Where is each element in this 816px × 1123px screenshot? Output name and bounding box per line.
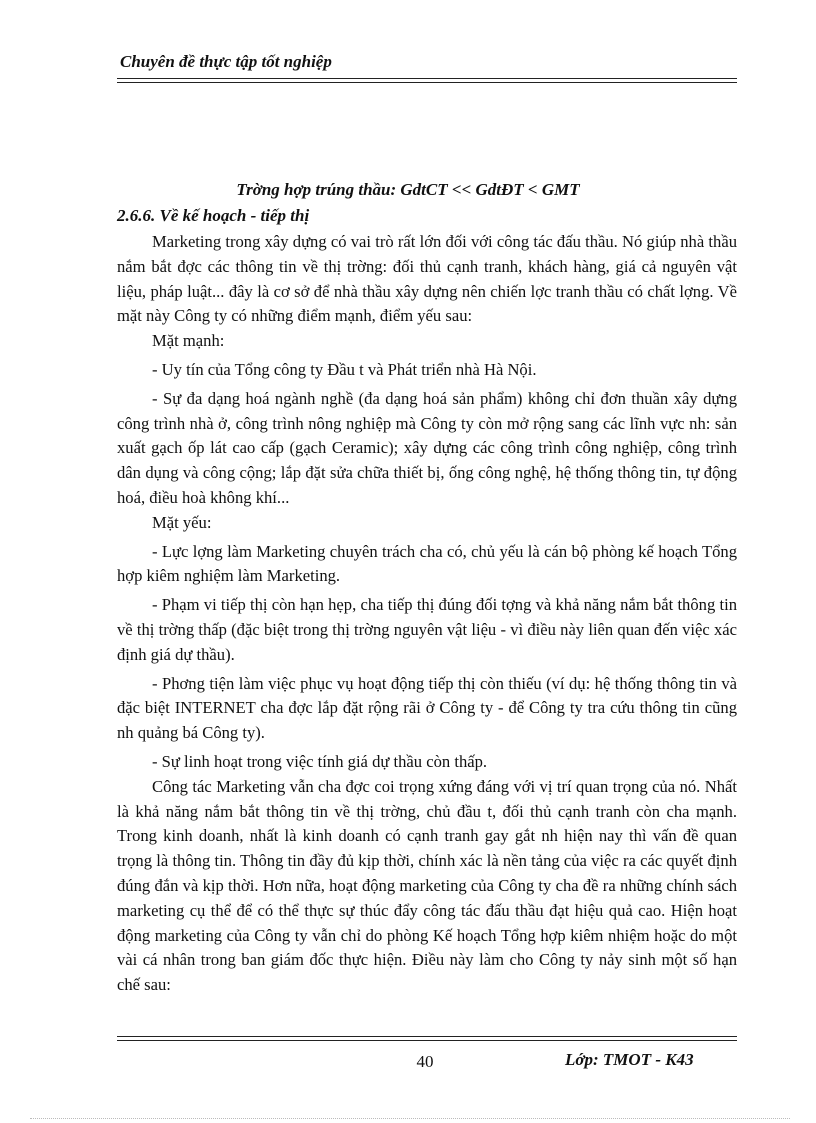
winning-bid-case-line: Trờng hợp trúng thầu: GdtCT << GdtĐT < GMT [236,180,580,199]
footer-rule-bottom [117,1040,737,1041]
header-rule-bottom [117,82,737,83]
weakness-item: - Phơng tiện làm việc phục vụ hoạt động tiếp thị còn thiếu (ví dụ: hệ thống thông tin và đặc biệt INTERNET cha đợc lắp đặt rộng rãi ở Công ty - để Công ty tra cứu thông tin cũng nh quảng bá Công ty). [117,673,737,743]
bottom-dotted-border [30,1118,790,1119]
paragraph-conclusion: Công tác Marketing vẫn cha đợc coi trọng xứng đáng với vị trí quan trọng của nó. Nhất là khả năng nắm bắt thông tin về thị trờng, chủ đầu t, đối thủ cạnh tranh còn cha mạnh. Trong kinh doanh, nhất là kinh doanh có cạnh tranh gay gắt nh hiện nay thì vấn đề quan trọng là thông tin. Thông tin đầy đủ kịp thời, chính xác là nền tảng của việc ra các quyết định đúng đắn và kịp thời. Hơn nữa, hoạt động marketing của Công ty cha đề ra những chính sách marketing cụ thể để có thể thực sự thúc đẩy công tác đấu thầu đạt hiệu quả cao. Hiện hoạt động marketing của Công ty vẫn chỉ do phòng Kế hoạch Tổng hợp kiêm nhiệm hoặc do một vài cá nhân trong ban giám đốc thực hiện. Điều này làm cho Công ty nảy sinh một số hạn chế sau: [117,776,737,995]
weakness-item: - Lực lợng làm Marketing chuyên trách cha có, chủ yếu là cán bộ phòng kế hoạch Tổng hợp kiêm nghiệm làm Marketing. [117,541,737,586]
body-text [117,230,737,998]
footer-class-label: Lớp: TMOT - K43 [565,1050,694,1069]
paragraph-strengths-label: Mặt mạnh: [152,331,225,351]
running-header-title: Chuyên đề thực tập tốt nghiệp [120,52,332,71]
strength-item: - Sự đa dạng hoá ngành nghề (đa dạng hoá sản phẩm) không chỉ đơn thuần xây dựng công trình nhà ở, công trình nông nghiệp mà Công ty còn mở rộng sang các lĩnh vực nh: sản xuất gạch ốp lát cao cấp (gạch Ceramic); xây dựng các công trình công nghiệp, công trình dân dụng và công cộng; lắp đặt sửa chữa thiết bị, ống công nghệ, hệ thống thông tin, tự động hoá, điều hoà không khí... [117,388,737,507]
weakness-item: - Phạm vi tiếp thị còn hạn hẹp, cha tiếp thị đúng đối tợng và khả năng nắm bắt thông tin về thị trờng thấp (đặc biệt trong thị trờng nguyên vật liệu - vì điều này liên quan đến việc xác định giá dự thầu). [117,595,737,664]
header-rule-top [117,78,737,79]
page-number: 40 [416,1052,434,1071]
paragraph-weaknesses-label: Mặt yếu: [152,512,212,532]
weakness-item: - Sự linh hoạt trong việc tính giá dự thầu còn thấp. [152,751,488,771]
strength-item: - Uy tín của Tổng công ty Đầu t và Phát triển nhà Hà Nội. [152,359,537,379]
footer-rule-top [117,1036,737,1037]
paragraph-intro: Marketing trong xây dựng có vai trò rất lớn đối với công tác đấu thầu. Nó giúp nhà thầu nắm bắt đợc các thông tin về thị trờng: đối thủ cạnh tranh, khách hàng, giá cả nguyên vật liệu, pháp luật... đây là cơ sở để nhà thầu xây dựng nên chiến lợc tranh thầu có chất lợng. Về mặt này Công ty có những điểm mạnh, điểm yếu sau: [117,232,737,326]
section-heading: 2.6.6. Về kế hoạch - tiếp thị [117,206,310,225]
